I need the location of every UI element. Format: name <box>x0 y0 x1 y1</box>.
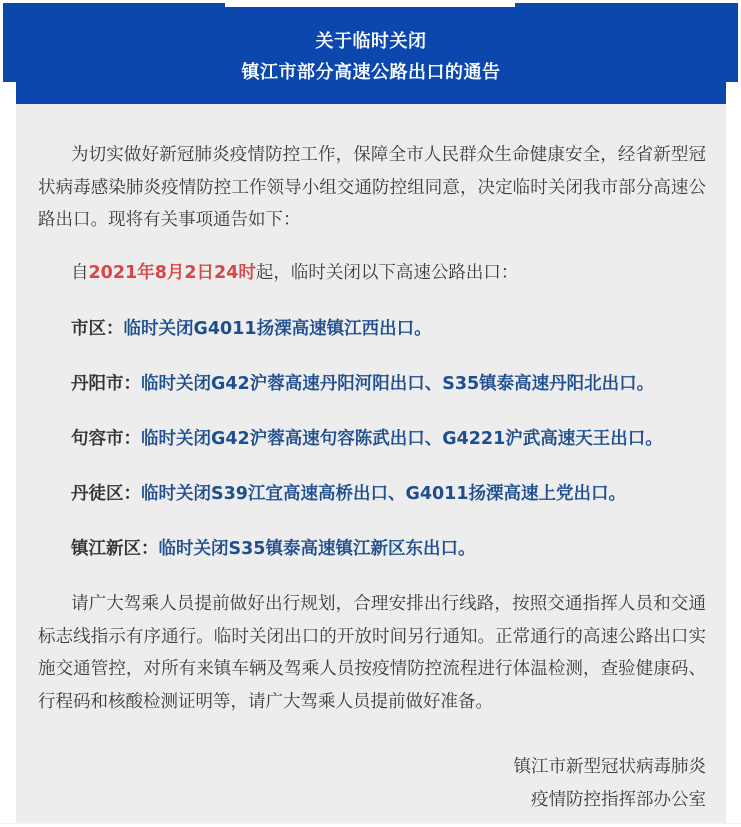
effective-suffix: 起，临时关闭以下高速公路出口： <box>255 263 519 283</box>
closure-area: 丹阳市： <box>71 374 141 394</box>
closure-detail: 临时关闭S39江宜高速高桥出口、G4011扬溧高速上党出口。 <box>141 484 627 504</box>
header-band-inner <box>16 14 726 104</box>
closure-area: 镇江新区： <box>71 539 159 559</box>
effective-prefix: 自 <box>71 263 89 283</box>
intro-paragraph: 为切实做好新冠肺炎疫情防控工作，保障全市人民群众生命健康安全，经省新型冠状病毒感染肺炎疫情防控工作领导小组交通防控组同意，决定临时关闭我市部分高速公路出口。现将有关事项通告如下： <box>38 145 706 230</box>
closure-item <box>71 537 711 561</box>
closure-detail: 临时关闭G42沪蓉高速句容陈武出口、G4221沪武高速天王出口。 <box>141 429 663 449</box>
closure-detail: 临时关闭G42沪蓉高速丹阳河阳出口、S35镇泰高速丹阳北出口。 <box>141 374 655 394</box>
closure-item <box>71 372 711 396</box>
closure-item <box>71 427 711 451</box>
signature-line2: 疫情防控指挥部办公室 <box>531 790 706 810</box>
closure-item <box>71 317 711 341</box>
signature-line1: 镇江市新型冠状病毒肺炎 <box>513 757 706 777</box>
effective-datetime: 2021年8月2日24时 <box>88 263 256 283</box>
closure-item <box>71 482 711 506</box>
notice-title-line2: 镇江市部分高速公路出口的通告 <box>241 62 501 83</box>
notice-title-line1: 关于临时关闭 <box>315 31 427 52</box>
closure-area: 丹徒区： <box>71 484 141 504</box>
bottom-divider <box>0 823 741 824</box>
closure-area: 市区： <box>71 319 124 339</box>
closure-detail: 临时关闭S35镇泰高速镇江新区东出口。 <box>158 539 476 559</box>
closing-paragraph: 请广大驾乘人员提前做好出行规划，合理安排出行线路，按照交通指挥人员和交通标志线指示有序通行。临时关闭出口的开放时间另行通知。正常通行的高速公路出口实施交通管控，对所有来镇车辆及驾乘人员按疫情防控流程进行体温检测，查验健康码、行程码和核酸检测证明等，请广大驾乘人员提前做好准备。 <box>38 594 706 712</box>
closure-detail: 临时关闭G4011扬溧高速镇江西出口。 <box>123 319 432 339</box>
header-notch <box>225 0 515 7</box>
effective-date-line <box>71 261 711 285</box>
closure-area: 句容市： <box>71 429 141 449</box>
